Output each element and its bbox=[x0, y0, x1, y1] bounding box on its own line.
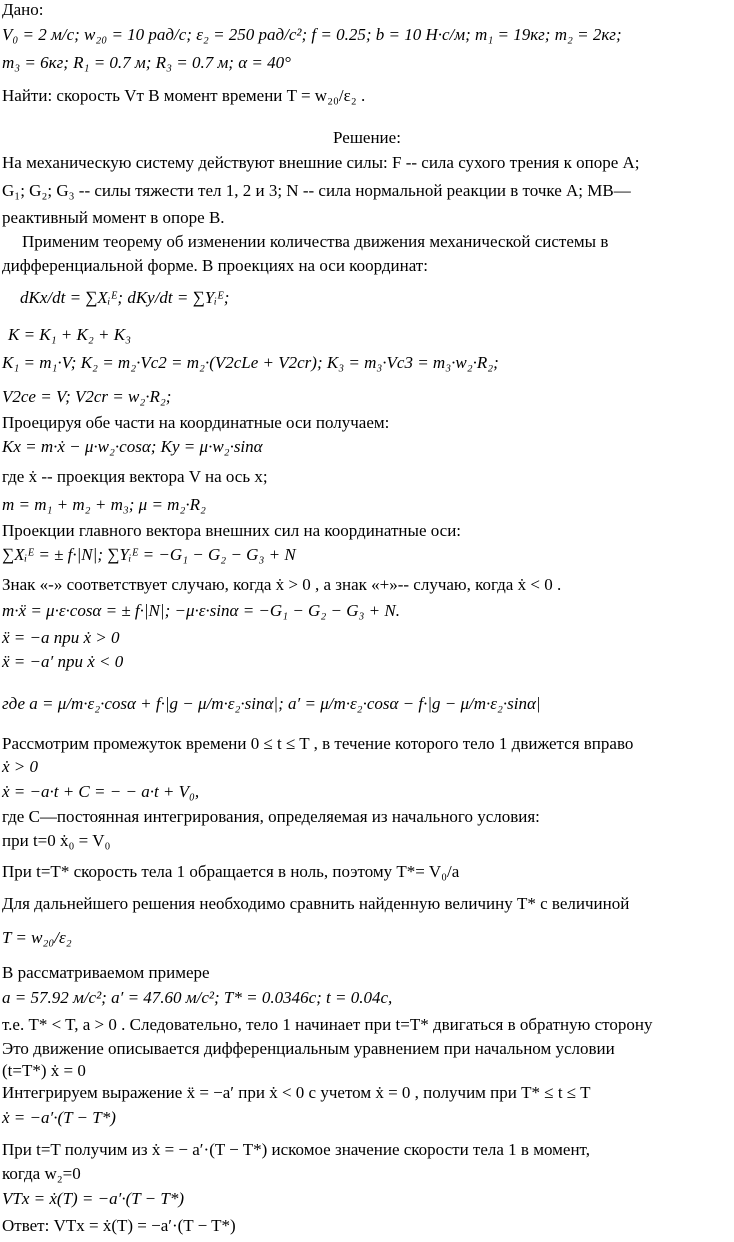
equation: где a = μ/m·ε₂·cosα + f·|g − μ/m·ε₂·sinα|; a′ = μ/m·ε₂·cosα − f·|g − μ/m·ε₂·sinα| bbox=[2, 694, 541, 713]
text-line: Это движение описывается дифференциальным уравнением при начальном условии bbox=[2, 1039, 615, 1058]
equation: dKx/dt = ∑Xᵢᴱ; dKy/dt = ∑Yᵢᴱ; bbox=[20, 288, 230, 307]
text-line: При t=T* скорость тела 1 обращается в ноль, поэтому T*= V₀/a bbox=[2, 862, 460, 881]
given-line-2: m₃ = 6кг; R₁ = 0.7 м; R₃ = 0.7 м; α = 40° bbox=[2, 53, 291, 72]
equation: K₁ = m₁·V; K₂ = m₂·Vc2 = m₂·(V2cLe + V2cr); K₃ = m₃·Vc3 = m₃·w₂·R₂; bbox=[2, 353, 499, 372]
text-line: На механическую систему действуют внешние силы: F -- сила сухого трения к опоре А; bbox=[2, 153, 640, 172]
text-line: В рассматриваемом примере bbox=[2, 963, 210, 982]
text-line: При t=T получим из ẋ = − a′·(T − T*) искомое значение скорости тела 1 в момент, bbox=[2, 1140, 590, 1159]
text-line: Применим теорему об изменении количества движения механической системы в bbox=[22, 232, 609, 251]
text-line: при t=0 ẋ₀ = V₀ bbox=[2, 831, 111, 850]
text-line: где ẋ -- проекция вектора V на ось x; bbox=[2, 467, 268, 486]
heading-solution: Решение: bbox=[333, 128, 401, 147]
text-line: Проекции главного вектора внешних сил на координатные оси: bbox=[2, 521, 462, 540]
given-line-1: V₀ = 2 м/с; w₂₀ = 10 рад/с; ε₂ = 250 рад/с²; f = 0.25; b = 10 Н·с/м; m₁ = 19кг; m₂ = 2кг; bbox=[2, 25, 622, 44]
text-line: (t=T*) ẋ = 0 bbox=[2, 1061, 86, 1080]
equation: m = m₁ + m₂ + m₃; μ = m₂·R₂ bbox=[2, 495, 206, 514]
text-line: Рассмотрим промежуток времени 0 ≤ t ≤ T , в течение которого тело 1 движется вправо bbox=[2, 734, 634, 753]
equation: T = w₂₀/ε₂ bbox=[2, 928, 72, 947]
equation: ẋ = −a′·(T − T*) bbox=[2, 1108, 116, 1127]
find-line: Найти: скорость Vт В момент времени T = w₂₀/ε₂ . bbox=[2, 86, 366, 105]
text-line: G₁; G₂; G₃ -- силы тяжести тел 1, 2 и 3; N -- сила нормальной реакции в точке А; MB— bbox=[2, 181, 631, 200]
equation: m·ẍ = μ·ε·cosα = ± f·|N|; −μ·ε·sinα = −G₁ − G₂ − G₃ + N. bbox=[2, 601, 400, 620]
text-line: реактивный момент в опоре В. bbox=[2, 208, 225, 227]
equation: VTx = ẋ(T) = −a′·(T − T*) bbox=[2, 1189, 184, 1208]
equation: ẋ > 0 bbox=[2, 757, 39, 776]
equation: ∑Xᵢᴱ = ± f·|N|; ∑Yᵢᴱ = −G₁ − G₂ − G₃ + N bbox=[2, 545, 296, 564]
heading-given: Дано: bbox=[2, 0, 44, 19]
text-line: когда w₂=0 bbox=[2, 1164, 81, 1183]
equation: ẍ = −a′ при ẋ < 0 bbox=[2, 652, 124, 671]
text-line: т.е. T* < T, a > 0 . Следовательно, тело 1 начинает при t=T* двигаться в обратную сторону bbox=[2, 1015, 653, 1034]
equation: V2ce = V; V2cr = w₂·R₂; bbox=[2, 387, 172, 406]
text-line: дифференциальной форме. В проекциях на оси координат: bbox=[2, 256, 428, 275]
text-line: где С—постоянная интегрирования, определяемая из начального условия: bbox=[2, 807, 540, 826]
equation: K = K₁ + K₂ + K₃ bbox=[8, 325, 132, 344]
equation: Kx = m·ẋ − μ·w₂·cosα; Ky = μ·w₂·sinα bbox=[2, 437, 263, 456]
answer-line: Ответ: VTx = ẋ(T) = −a′·(T − T*) bbox=[2, 1216, 236, 1235]
equation: ẍ = −a при ẋ > 0 bbox=[2, 628, 120, 647]
text-line: Проецируя обе части на координатные оси получаем: bbox=[2, 413, 390, 432]
text-line: Для дальнейшего решения необходимо сравнить найденную величину T* с величиной bbox=[2, 894, 630, 913]
text-line: Интегрируем выражение ẍ = −a′ при ẋ < 0 с учетом ẋ = 0 , получим при T* ≤ t ≤ T bbox=[2, 1083, 591, 1102]
equation: ẋ = −a·t + C = − − a·t + V₀, bbox=[2, 782, 200, 801]
text-line: Знак «-» соответствует случаю, когда ẋ > 0 , а знак «+»-- случаю, когда ẋ < 0 . bbox=[2, 575, 562, 594]
equation: a = 57.92 м/c²; a′ = 47.60 м/c²; T* = 0.0346c; t = 0.04c, bbox=[2, 988, 393, 1007]
